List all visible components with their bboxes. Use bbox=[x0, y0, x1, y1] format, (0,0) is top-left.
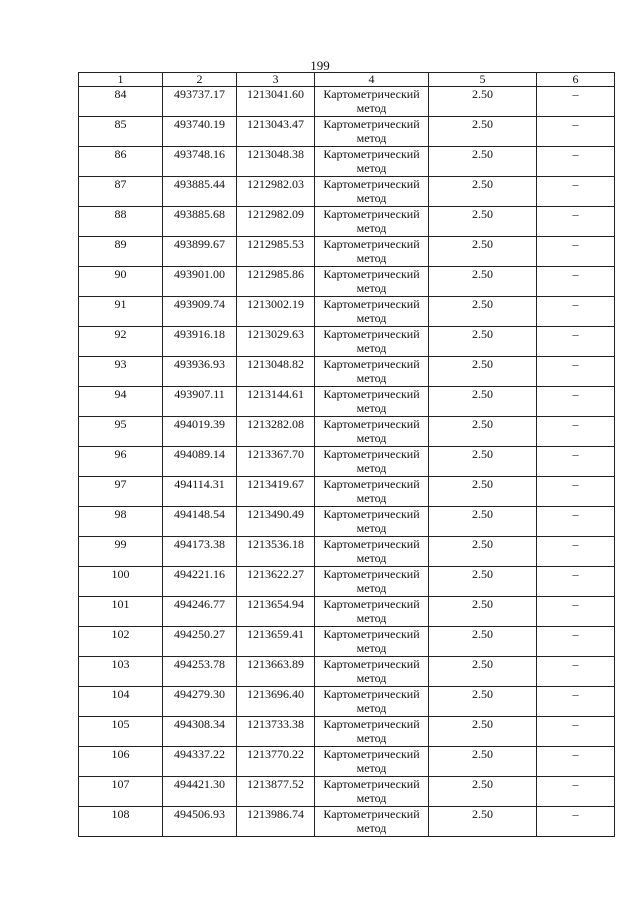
header-col-2: 2 bbox=[163, 73, 237, 87]
cell-note: – bbox=[537, 627, 615, 657]
cell-method: Картометрический метод bbox=[315, 687, 429, 717]
cell-coord-x: 494279.30 bbox=[163, 687, 237, 717]
cell-point-number: 93 bbox=[79, 357, 163, 387]
header-col-6: 6 bbox=[537, 73, 615, 87]
cell-coord-y: 1213663.89 bbox=[237, 657, 315, 687]
cell-coord-y: 1213144.61 bbox=[237, 387, 315, 417]
cell-coord-x: 494246.77 bbox=[163, 597, 237, 627]
table-row bbox=[79, 117, 615, 147]
table-row bbox=[79, 597, 615, 627]
cell-accuracy: 2.50 bbox=[429, 447, 537, 477]
cell-point-number: 84 bbox=[79, 87, 163, 117]
cell-coord-y: 1212982.03 bbox=[237, 177, 315, 207]
cell-method: Картометрический метод bbox=[315, 147, 429, 177]
cell-accuracy: 2.50 bbox=[429, 237, 537, 267]
header-col-5: 5 bbox=[429, 73, 537, 87]
table-row bbox=[79, 807, 615, 837]
cell-point-number: 102 bbox=[79, 627, 163, 657]
table-row bbox=[79, 237, 615, 267]
cell-accuracy: 2.50 bbox=[429, 657, 537, 687]
cell-method: Картометрический метод bbox=[315, 597, 429, 627]
page-number: 199 bbox=[310, 58, 330, 73]
cell-point-number: 108 bbox=[79, 807, 163, 837]
cell-accuracy: 2.50 bbox=[429, 717, 537, 747]
cell-point-number: 96 bbox=[79, 447, 163, 477]
cell-note: – bbox=[537, 297, 615, 327]
table-row bbox=[79, 147, 615, 177]
cell-method: Картометрический метод bbox=[315, 237, 429, 267]
cell-note: – bbox=[537, 597, 615, 627]
table-row bbox=[79, 477, 615, 507]
cell-coord-y: 1213877.52 bbox=[237, 777, 315, 807]
cell-accuracy: 2.50 bbox=[429, 417, 537, 447]
cell-coord-x: 494421.30 bbox=[163, 777, 237, 807]
cell-coord-x: 493901.00 bbox=[163, 267, 237, 297]
table-row bbox=[79, 417, 615, 447]
cell-method: Картометрический метод bbox=[315, 267, 429, 297]
table-row bbox=[79, 537, 615, 567]
cell-coord-y: 1213367.70 bbox=[237, 447, 315, 477]
cell-coord-y: 1213536.18 bbox=[237, 537, 315, 567]
cell-coord-x: 494148.54 bbox=[163, 507, 237, 537]
cell-point-number: 98 bbox=[79, 507, 163, 537]
table-row bbox=[79, 267, 615, 297]
cell-coord-x: 494114.31 bbox=[163, 477, 237, 507]
table-row bbox=[79, 567, 615, 597]
cell-point-number: 86 bbox=[79, 147, 163, 177]
cell-point-number: 88 bbox=[79, 207, 163, 237]
cell-coord-y: 1213733.38 bbox=[237, 717, 315, 747]
cell-point-number: 104 bbox=[79, 687, 163, 717]
cell-method: Картометрический метод bbox=[315, 477, 429, 507]
cell-coord-x: 493885.68 bbox=[163, 207, 237, 237]
cell-coord-y: 1213654.94 bbox=[237, 597, 315, 627]
cell-coord-y: 1213043.47 bbox=[237, 117, 315, 147]
table-row bbox=[79, 627, 615, 657]
header-col-4: 4 bbox=[315, 73, 429, 87]
cell-note: – bbox=[537, 687, 615, 717]
cell-accuracy: 2.50 bbox=[429, 507, 537, 537]
cell-coord-x: 494308.34 bbox=[163, 717, 237, 747]
table-row bbox=[79, 777, 615, 807]
cell-note: – bbox=[537, 777, 615, 807]
table-body bbox=[79, 87, 615, 837]
table-row bbox=[79, 87, 615, 117]
cell-coord-y: 1213002.19 bbox=[237, 297, 315, 327]
cell-accuracy: 2.50 bbox=[429, 297, 537, 327]
cell-point-number: 91 bbox=[79, 297, 163, 327]
cell-method: Картометрический метод bbox=[315, 327, 429, 357]
cell-point-number: 97 bbox=[79, 477, 163, 507]
cell-accuracy: 2.50 bbox=[429, 567, 537, 597]
cell-method: Картометрический метод bbox=[315, 777, 429, 807]
cell-note: – bbox=[537, 807, 615, 837]
cell-accuracy: 2.50 bbox=[429, 327, 537, 357]
cell-accuracy: 2.50 bbox=[429, 267, 537, 297]
cell-coord-x: 494253.78 bbox=[163, 657, 237, 687]
cell-note: – bbox=[537, 717, 615, 747]
cell-accuracy: 2.50 bbox=[429, 117, 537, 147]
cell-accuracy: 2.50 bbox=[429, 357, 537, 387]
cell-note: – bbox=[537, 147, 615, 177]
cell-coord-y: 1213770.22 bbox=[237, 747, 315, 777]
cell-coord-y: 1213048.38 bbox=[237, 147, 315, 177]
cell-note: – bbox=[537, 657, 615, 687]
cell-coord-y: 1212982.09 bbox=[237, 207, 315, 237]
cell-coord-x: 494506.93 bbox=[163, 807, 237, 837]
cell-point-number: 100 bbox=[79, 567, 163, 597]
cell-note: – bbox=[537, 327, 615, 357]
cell-note: – bbox=[537, 387, 615, 417]
cell-coord-y: 1213622.27 bbox=[237, 567, 315, 597]
cell-coord-y: 1213696.40 bbox=[237, 687, 315, 717]
cell-method: Картометрический метод bbox=[315, 807, 429, 837]
cell-coord-x: 494250.27 bbox=[163, 627, 237, 657]
cell-note: – bbox=[537, 567, 615, 597]
cell-accuracy: 2.50 bbox=[429, 807, 537, 837]
cell-method: Картометрический метод bbox=[315, 627, 429, 657]
cell-coord-x: 493936.93 bbox=[163, 357, 237, 387]
cell-accuracy: 2.50 bbox=[429, 387, 537, 417]
cell-accuracy: 2.50 bbox=[429, 687, 537, 717]
cell-method: Картометрический метод bbox=[315, 297, 429, 327]
cell-coord-x: 493909.74 bbox=[163, 297, 237, 327]
cell-coord-x: 494089.14 bbox=[163, 447, 237, 477]
cell-method: Картометрический метод bbox=[315, 657, 429, 687]
cell-method: Картометрический метод bbox=[315, 387, 429, 417]
table-row bbox=[79, 297, 615, 327]
header-col-3: 3 bbox=[237, 73, 315, 87]
cell-method: Картометрический метод bbox=[315, 447, 429, 477]
cell-method: Картометрический метод bbox=[315, 207, 429, 237]
cell-point-number: 89 bbox=[79, 237, 163, 267]
table-row bbox=[79, 717, 615, 747]
cell-note: – bbox=[537, 117, 615, 147]
cell-note: – bbox=[537, 477, 615, 507]
cell-point-number: 87 bbox=[79, 177, 163, 207]
table-row bbox=[79, 177, 615, 207]
cell-coord-y: 1212985.86 bbox=[237, 267, 315, 297]
cell-coord-x: 494019.39 bbox=[163, 417, 237, 447]
cell-coord-x: 494221.16 bbox=[163, 567, 237, 597]
cell-note: – bbox=[537, 237, 615, 267]
cell-accuracy: 2.50 bbox=[429, 207, 537, 237]
cell-note: – bbox=[537, 177, 615, 207]
table-row bbox=[79, 687, 615, 717]
cell-point-number: 99 bbox=[79, 537, 163, 567]
cell-coord-x: 493899.67 bbox=[163, 237, 237, 267]
cell-accuracy: 2.50 bbox=[429, 747, 537, 777]
cell-point-number: 95 bbox=[79, 417, 163, 447]
cell-point-number: 94 bbox=[79, 387, 163, 417]
cell-point-number: 101 bbox=[79, 597, 163, 627]
cell-coord-x: 494337.22 bbox=[163, 747, 237, 777]
cell-method: Картометрический метод bbox=[315, 357, 429, 387]
cell-method: Картометрический метод bbox=[315, 87, 429, 117]
cell-coord-x: 493916.18 bbox=[163, 327, 237, 357]
cell-coord-x: 493748.16 bbox=[163, 147, 237, 177]
cell-accuracy: 2.50 bbox=[429, 177, 537, 207]
cell-coord-y: 1213986.74 bbox=[237, 807, 315, 837]
cell-note: – bbox=[537, 537, 615, 567]
cell-accuracy: 2.50 bbox=[429, 87, 537, 117]
cell-note: – bbox=[537, 207, 615, 237]
cell-accuracy: 2.50 bbox=[429, 537, 537, 567]
cell-note: – bbox=[537, 267, 615, 297]
cell-point-number: 103 bbox=[79, 657, 163, 687]
cell-point-number: 107 bbox=[79, 777, 163, 807]
cell-method: Картометрический метод bbox=[315, 507, 429, 537]
cell-note: – bbox=[537, 357, 615, 387]
cell-note: – bbox=[537, 447, 615, 477]
cell-point-number: 92 bbox=[79, 327, 163, 357]
cell-accuracy: 2.50 bbox=[429, 147, 537, 177]
cell-accuracy: 2.50 bbox=[429, 627, 537, 657]
table-row bbox=[79, 327, 615, 357]
table-row bbox=[79, 387, 615, 417]
cell-coord-x: 493907.11 bbox=[163, 387, 237, 417]
cell-point-number: 85 bbox=[79, 117, 163, 147]
table-row bbox=[79, 357, 615, 387]
cell-coord-x: 494173.38 bbox=[163, 537, 237, 567]
cell-note: – bbox=[537, 747, 615, 777]
cell-method: Картометрический метод bbox=[315, 417, 429, 447]
table-row bbox=[79, 207, 615, 237]
cell-method: Картометрический метод bbox=[315, 117, 429, 147]
cell-point-number: 105 bbox=[79, 717, 163, 747]
cell-coord-y: 1212985.53 bbox=[237, 237, 315, 267]
header-col-1: 1 bbox=[79, 73, 163, 87]
table-row bbox=[79, 747, 615, 777]
cell-point-number: 106 bbox=[79, 747, 163, 777]
cell-coord-y: 1213490.49 bbox=[237, 507, 315, 537]
cell-note: – bbox=[537, 507, 615, 537]
cell-note: – bbox=[537, 417, 615, 447]
table-header bbox=[79, 73, 615, 87]
cell-method: Картометрический метод bbox=[315, 177, 429, 207]
table-row bbox=[79, 507, 615, 537]
cell-accuracy: 2.50 bbox=[429, 777, 537, 807]
cell-coord-y: 1213659.41 bbox=[237, 627, 315, 657]
header-row bbox=[79, 73, 615, 87]
cell-method: Картометрический метод bbox=[315, 717, 429, 747]
cell-coord-y: 1213029.63 bbox=[237, 327, 315, 357]
cell-accuracy: 2.50 bbox=[429, 597, 537, 627]
cell-method: Картометрический метод bbox=[315, 747, 429, 777]
cell-coord-y: 1213282.08 bbox=[237, 417, 315, 447]
table-row bbox=[79, 657, 615, 687]
cell-coord-y: 1213048.82 bbox=[237, 357, 315, 387]
cell-coord-x: 493885.44 bbox=[163, 177, 237, 207]
cell-coord-x: 493740.19 bbox=[163, 117, 237, 147]
cell-coord-y: 1213419.67 bbox=[237, 477, 315, 507]
cell-point-number: 90 bbox=[79, 267, 163, 297]
cell-note: – bbox=[537, 87, 615, 117]
cell-method: Картометрический метод bbox=[315, 567, 429, 597]
cell-coord-y: 1213041.60 bbox=[237, 87, 315, 117]
cell-accuracy: 2.50 bbox=[429, 477, 537, 507]
cell-coord-x: 493737.17 bbox=[163, 87, 237, 117]
coordinates-table bbox=[78, 72, 615, 837]
table-row bbox=[79, 447, 615, 477]
cell-method: Картометрический метод bbox=[315, 537, 429, 567]
